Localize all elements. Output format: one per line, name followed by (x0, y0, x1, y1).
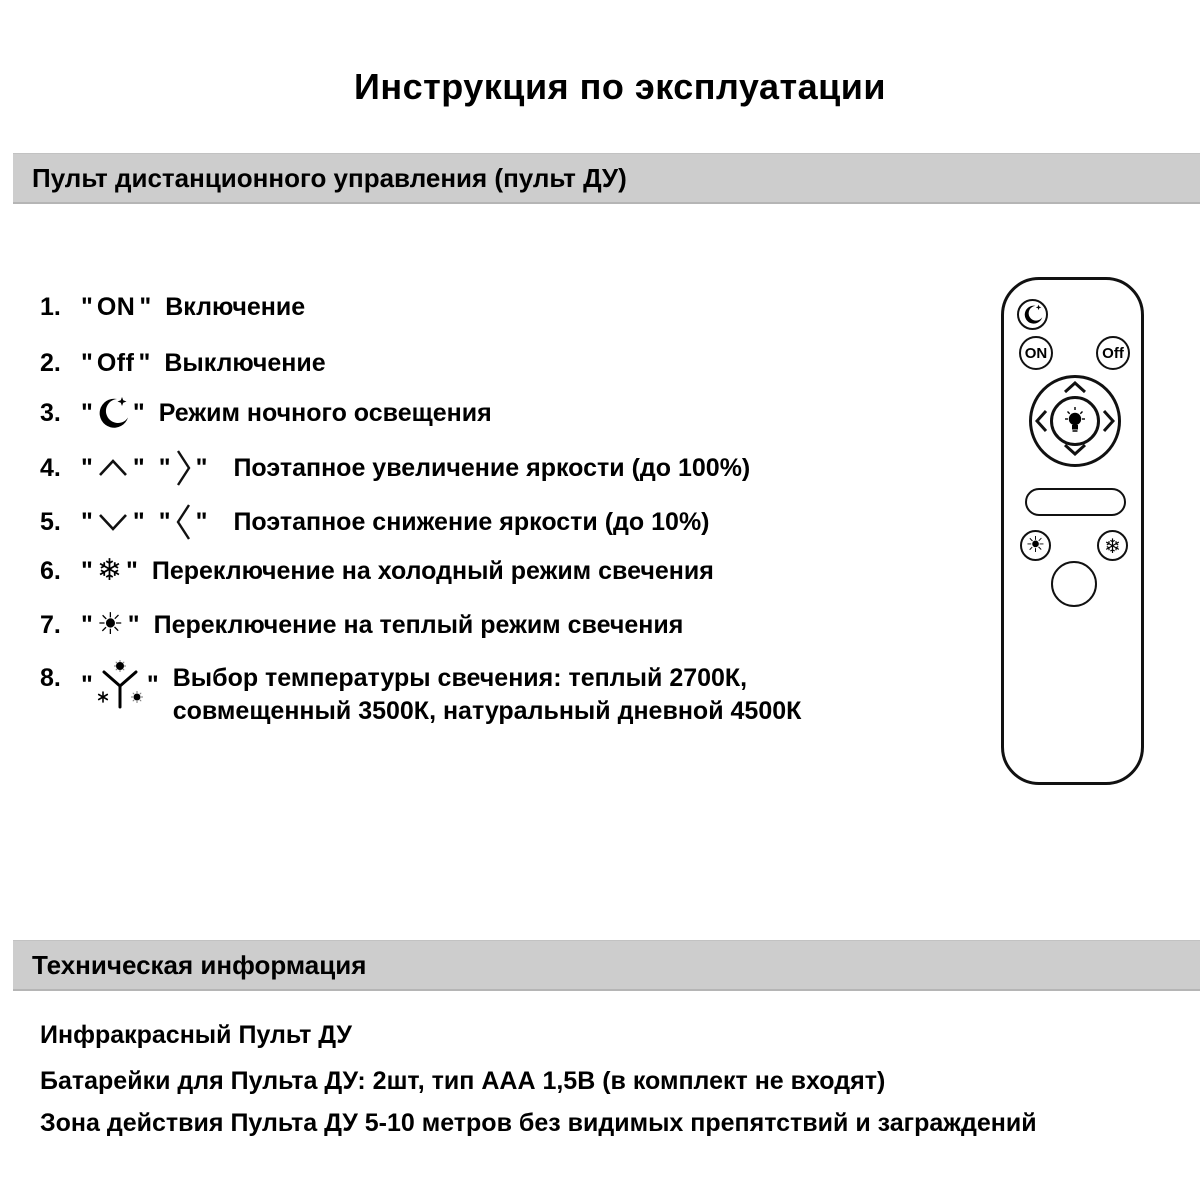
moon-night-mode-icon (97, 396, 129, 430)
item-number: 6. (40, 556, 61, 585)
remote-off-button (1096, 336, 1130, 370)
section-header-tech (13, 940, 1200, 991)
chevron-down-icon (97, 512, 129, 532)
tech-info-line: Батарейки для Пульта ДУ: 2шт, тип ААА 1,5В (в комплект не входят) (40, 1067, 886, 1095)
item-number: 7. (40, 610, 61, 639)
remote-on-button (1019, 336, 1053, 370)
remote-night-mode-button (1017, 299, 1048, 330)
off-keycap: " Off " (81, 349, 151, 377)
item-label: Поэтапное увеличение яркости (до 100%) (233, 453, 751, 482)
item-label: Выключение (164, 349, 326, 377)
section-header-tech-label: Техническая информация (32, 949, 367, 980)
remote-extra-button (1051, 561, 1097, 607)
snowflake-icon: ❄ (96, 553, 122, 588)
list-item-brightness-down: 5. " " " " Поэтапное снижение яркости (до 10%) (40, 502, 710, 542)
list-item-night-mode: 3. " " Режим ночного освещения (40, 396, 492, 430)
item-number: 4. (40, 453, 61, 482)
item-label: Режим ночного освещения (158, 398, 492, 427)
item-number: 5. (40, 507, 61, 536)
item-number: 3. (40, 398, 61, 427)
item-number: 8. (40, 664, 61, 692)
page-title: Инструкция по эксплуатации (353, 66, 887, 107)
item-label: Выбор температуры свечения: теплый 2700К, совмещенный 3500К, натуральный дневной 4500К (172, 664, 802, 725)
section-header-remote-label: Пульт дистанционного управления (пульт ДУ) (32, 162, 627, 193)
remote-pill-button (1025, 488, 1126, 516)
list-item-on (40, 293, 305, 322)
chevron-right-icon (175, 448, 192, 488)
item-label: Включение (165, 293, 306, 321)
remote-light-button (1050, 396, 1100, 446)
item-label: Переключение на теплый режим свечения (153, 610, 684, 639)
remote-warm-mode-button (1020, 530, 1051, 561)
list-item-brightness-up: 4. " " " " Поэтапное увеличение яркости (до 100%) (40, 448, 750, 488)
remote-off-label: Off (1102, 344, 1124, 362)
chevron-up-icon (97, 458, 129, 478)
tech-info-line: Инфракрасный Пульт ДУ (40, 1021, 352, 1049)
lightbulb-icon (1060, 405, 1090, 437)
remote-cold-mode-button (1097, 530, 1128, 561)
remote-on-label: ON (1024, 344, 1048, 362)
item-number: 2. (40, 349, 61, 377)
item-number: 1. (40, 293, 61, 321)
sun-icon: ☀ (1025, 532, 1046, 558)
item-label: Поэтапное снижение яркости (до 10%) (233, 507, 710, 536)
sun-icon: ☀ (96, 607, 124, 642)
color-temperature-select-icon (97, 660, 143, 710)
on-keycap: " ON " (81, 293, 152, 321)
list-item-color-temperature: 8. " " Выбор температуры свечения: теплый 2700К, совмещенный 3500К, натуральный дневной 4500К (40, 662, 801, 728)
snowflake-icon: ❄ (1104, 533, 1121, 558)
chevron-left-icon (175, 502, 192, 542)
remote-brightness-dpad (1029, 375, 1121, 467)
item-label: Переключение на холодный режим свечения (151, 556, 714, 585)
list-item-cold-mode: 6. " ❄ " Переключение на холодный режим свечения (40, 553, 714, 588)
dpad-left-arrow-icon (1035, 409, 1048, 438)
moon-night-mode-icon (1023, 304, 1043, 325)
dpad-right-arrow-icon (1102, 409, 1115, 438)
tech-info-line: Зона действия Пульта ДУ 5-10 метров без видимых препятствий и заграждений (40, 1109, 1037, 1137)
list-item-off (40, 349, 326, 378)
remote-control-illustration (1001, 277, 1144, 785)
list-item-warm-mode: 7. " ☀ " Переключение на теплый режим свечения (40, 607, 684, 642)
section-header-remote (13, 153, 1200, 204)
